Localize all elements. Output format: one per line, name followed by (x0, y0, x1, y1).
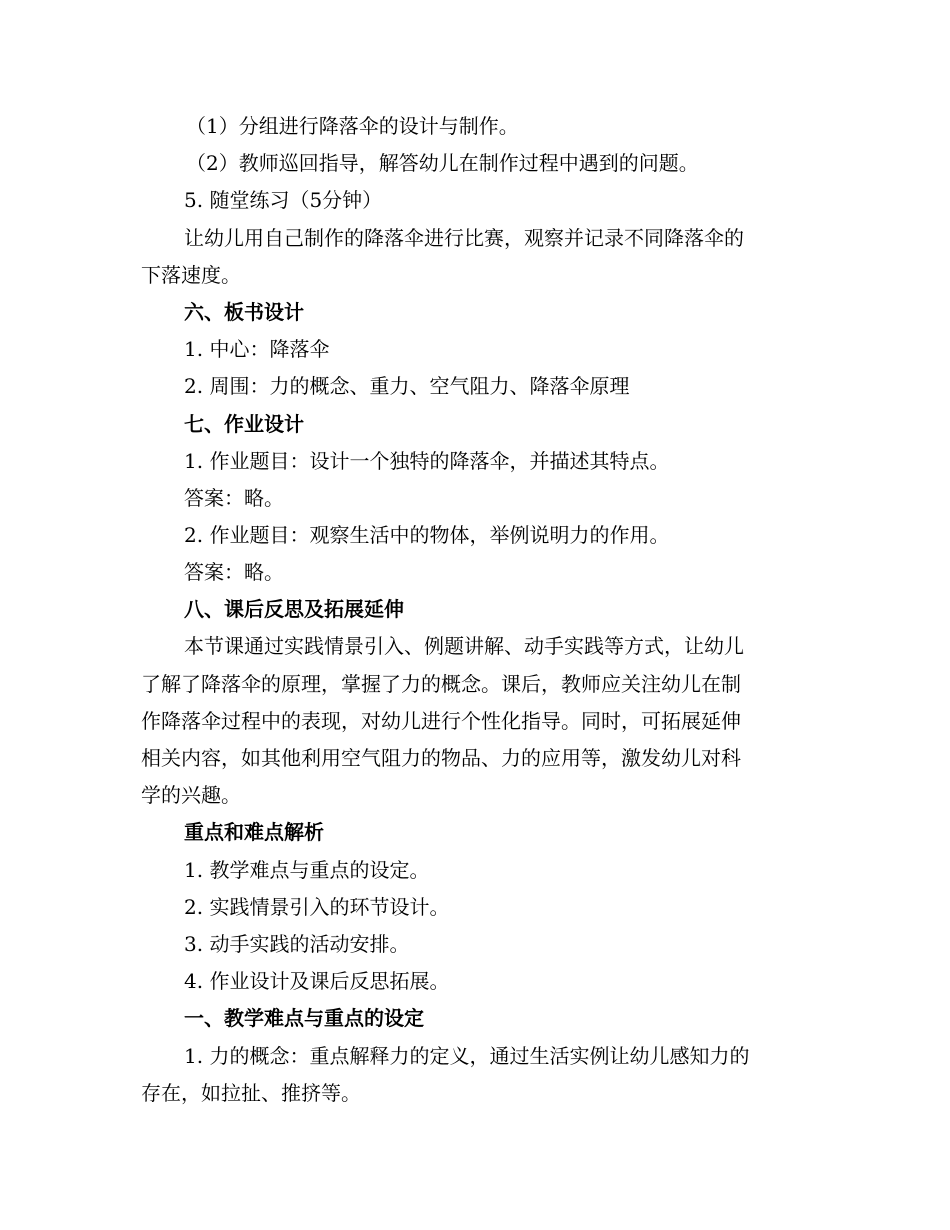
paragraph-line: 了解了降落伞的原理，掌握了力的概念。课后，教师应关注幼儿在制 (141, 672, 741, 696)
section-heading: 一、教学难点与重点的设定 (184, 1006, 424, 1030)
section-heading: 重点和难点解析 (184, 820, 324, 844)
paragraph-line: 相关内容，如其他利用空气阻力的物品、力的应用等，激发幼儿对科 (141, 746, 741, 770)
paragraph-line: 作降落伞过程中的表现，对幼儿进行个性化指导。同时，可拓展延伸 (141, 709, 741, 733)
paragraph-line: 下落速度。 (141, 263, 241, 287)
paragraph-line: 本节课通过实践情景引入、例题讲解、动手实践等方式，让幼儿 (184, 634, 744, 658)
section-heading: 七、作业设计 (184, 412, 304, 436)
list-item: 5. 随堂练习（5分钟） (184, 188, 383, 212)
paragraph-line: 存在，如拉扯、推挤等。 (141, 1081, 361, 1105)
list-item: 2. 周围：力的概念、重力、空气阻力、降落伞原理 (184, 374, 630, 398)
paragraph-line: （1）分组进行降落伞的设计与制作。 (186, 114, 519, 138)
list-item: 2. 实践情景引入的环节设计。 (184, 895, 450, 919)
paragraph-line: 学的兴趣。 (141, 783, 241, 807)
answer-line: 答案：略。 (184, 486, 284, 510)
list-item: 3. 动手实践的活动安排。 (184, 932, 410, 956)
section-heading: 六、板书设计 (184, 300, 304, 324)
list-item: 1. 教学难点与重点的设定。 (184, 858, 430, 882)
section-heading: 八、课后反思及拓展延伸 (184, 597, 404, 621)
list-item: 2. 作业题目：观察生活中的物体，举例说明力的作用。 (184, 523, 670, 547)
paragraph-line: 让幼儿用自己制作的降落伞进行比赛，观察并记录不同降落伞的 (184, 226, 744, 250)
list-item: 1. 中心：降落伞 (184, 337, 330, 361)
paragraph-line: （2）教师巡回指导，解答幼儿在制作过程中遇到的问题。 (186, 151, 699, 175)
paragraph-line: 1. 力的概念：重点解释力的定义，通过生活实例让幼儿感知力的 (184, 1044, 750, 1068)
list-item: 4. 作业设计及课后反思拓展。 (184, 969, 450, 993)
answer-line: 答案：略。 (184, 560, 284, 584)
list-item: 1. 作业题目：设计一个独特的降落伞，并描述其特点。 (184, 449, 670, 473)
